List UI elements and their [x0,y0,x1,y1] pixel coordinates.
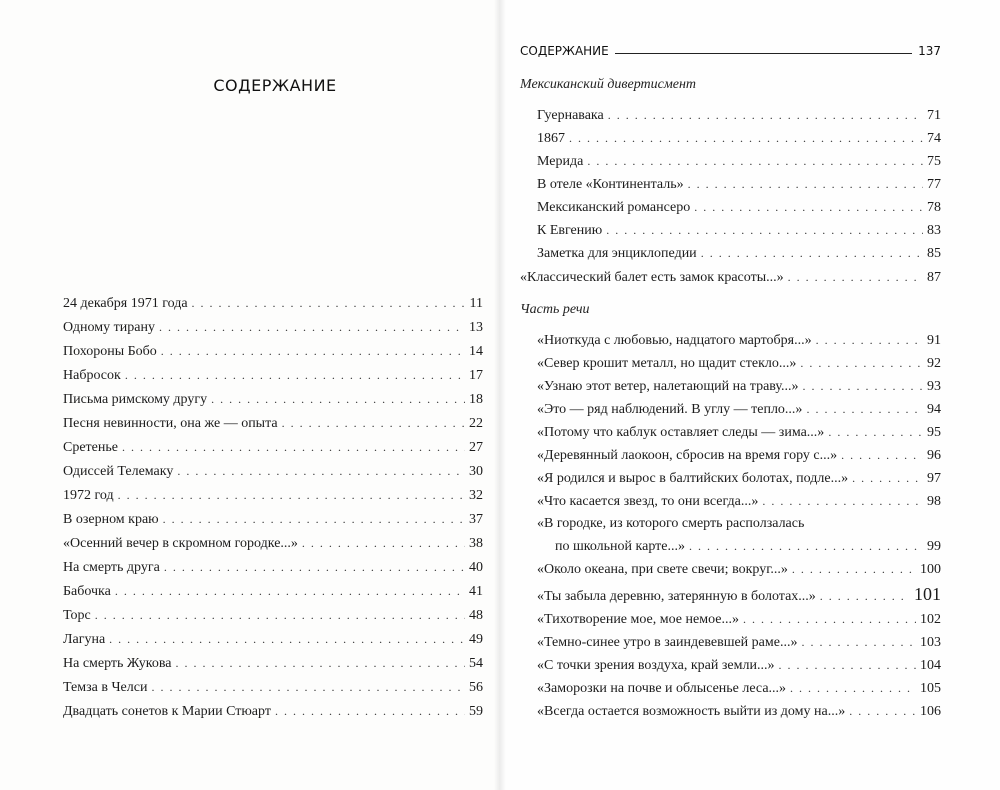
toc-entry-title: «Темно-синее утро в заиндевевшей раме...» [537,635,798,650]
toc-entry-page: 48 [469,608,483,623]
toc-entry-title: «С точки зрения воздуха, край земли...» [537,658,775,673]
toc-entry-title: «Тихотворение мое, мое немое...» [537,612,739,627]
toc-leader-dots [816,331,923,349]
toc-leader-dots [275,702,465,720]
toc-entry-page: 17 [469,368,483,383]
toc-entry-title: «Север крошит металл, но щадит стекло...» [537,356,797,371]
toc-entry-page: 100 [920,562,941,577]
page-title: СОДЕРЖАНИЕ [213,76,337,95]
toc-entry-page: 56 [469,680,483,695]
toc-leader-dots [161,342,465,360]
toc-entry[interactable] [63,294,483,313]
toc-leader-dots [163,510,465,528]
toc-entry[interactable] [520,268,941,287]
toc-leader-dots [849,702,916,720]
toc-leader-dots [606,221,923,239]
toc-entry-title: «Осенний вечер в скромном городке...» [63,536,298,551]
toc-entry-title: Торс [63,608,91,623]
toc-leader-dots [159,318,465,336]
toc-entry[interactable] [63,510,483,529]
toc-entry-page: 98 [927,494,941,509]
header-rule [615,53,912,54]
toc-entry-page: 75 [927,154,941,169]
toc-entry-page: 102 [920,612,941,627]
toc-entry-page: 22 [469,416,483,431]
toc-entry-page: 13 [469,320,483,335]
toc-leader-dots [688,175,923,193]
toc-entry-page: 85 [927,246,941,261]
toc-entry-page: 59 [469,704,483,719]
toc-entry[interactable] [63,414,483,433]
toc-leader-dots [828,423,923,441]
toc-entry[interactable] [537,446,941,465]
toc-entry[interactable] [63,318,483,337]
toc-entry[interactable] [63,366,483,385]
toc-leader-dots [790,679,916,697]
toc-entry-page: 54 [469,656,483,671]
toc-entry-title: «Ты забыла деревню, затерянную в болотах...» [537,589,816,604]
toc-entry[interactable] [63,342,483,361]
toc-entry[interactable] [63,558,483,577]
toc-entry-title: 1867 [537,131,565,146]
toc-leader-dots [95,606,465,624]
toc-entry-page: 14 [469,344,483,359]
toc-entry-title: «Деревянный лаокоон, сбросив на время гору с...» [537,448,838,463]
toc-entry-title: В озерном краю [63,512,159,527]
toc-leader-dots [569,129,923,147]
toc-entry[interactable] [63,534,483,553]
toc-entry-title: Бабочка [63,584,111,599]
toc-entry[interactable] [537,198,941,217]
toc-entry-title: Похороны Бобо [63,344,157,359]
toc-leader-dots [820,587,910,605]
toc-entry-title-line2: по школьной карте...» [555,539,685,554]
toc-leader-dots [211,390,465,408]
toc-leader-dots [151,678,465,696]
toc-entry-page: 74 [927,131,941,146]
toc-entry-title: «Узнаю этот ветер, налетающий на траву...» [537,379,799,394]
toc-entry[interactable] [537,656,941,675]
toc-entry-page: 37 [469,512,483,527]
toc-entry-title: В отеле «Континенталь» [537,177,684,192]
toc-entry-page: 83 [927,223,941,238]
toc-entry-page: 105 [920,681,941,696]
toc-entry[interactable] [537,175,941,194]
toc-entry[interactable] [537,106,941,125]
toc-entry-page: 106 [920,704,941,719]
toc-entry-page: 95 [927,425,941,440]
toc-leader-dots [282,414,465,432]
toc-entry[interactable] [537,702,941,721]
toc-entry[interactable] [537,423,941,442]
toc-entry[interactable] [63,606,483,625]
toc-entry-page: 41 [469,584,483,599]
toc-entry[interactable] [537,244,941,263]
toc-entry[interactable] [537,129,941,148]
toc-leader-dots [841,446,923,464]
toc-entry[interactable] [537,492,941,511]
toc-entry-page: 78 [927,200,941,215]
toc-leader-dots [801,633,916,651]
toc-entry-title: Заметка для энциклопедии [537,246,697,261]
toc-leader-dots [125,366,465,384]
toc-entry-title: К Евгению [537,223,603,238]
toc-entry-page: 71 [927,108,941,123]
toc-entry-page: 38 [469,536,483,551]
toc-leader-dots [701,244,923,262]
toc-entry[interactable] [537,679,941,698]
toc-entry-page: 18 [469,392,483,407]
toc-entry-page: 93 [927,379,941,394]
toc-entry[interactable] [537,377,941,396]
toc-leader-dots [176,654,465,672]
toc-entry-page: 32 [469,488,483,503]
toc-entry-page: 92 [927,356,941,371]
toc-entry[interactable] [63,702,483,721]
toc-entry-title: «Это — ряд наблюдений. В углу — тепло...» [537,402,803,417]
toc-entry[interactable] [63,654,483,673]
toc-leader-dots [192,294,466,312]
toc-entry-title: «Заморозки на почве и облысенье леса...» [537,681,787,696]
toc-leader-dots [778,656,916,674]
toc-leader-dots [122,438,465,456]
toc-entry-title: «Около океана, при свете свечи; вокруг...» [537,562,788,577]
page-number: 137 [918,44,941,58]
toc-entry[interactable] [555,537,941,556]
toc-entry-page: 30 [469,464,483,479]
toc-entry-page: 77 [927,177,941,192]
toc-entry-title: «Что касается звезд, то они всегда...» [537,494,759,509]
toc-entry[interactable] [537,354,941,373]
toc-entry-title: На смерть Жукова [63,656,172,671]
toc-entry-title: Одиссей Телемаку [63,464,174,479]
toc-entry[interactable] [63,390,483,409]
toc-entry-title: «Ниоткуда с любовью, надцатого мартобря...» [537,333,812,348]
book-spine-shadow [494,0,506,790]
toc-leader-dots [302,534,465,552]
toc-entry-page: 101 [914,584,941,604]
toc-leader-dots [587,152,923,170]
toc-entry-page: 104 [920,658,941,673]
toc-entry-title: «Классический балет есть замок красоты...» [520,270,784,285]
toc-leader-dots [792,560,916,578]
toc-entry-page: 103 [920,635,941,650]
toc-entry-page: 27 [469,440,483,455]
toc-entry[interactable] [537,633,941,652]
toc-entry[interactable] [537,469,941,488]
toc-entry-title: Темза в Челси [63,680,148,695]
toc-entry-page: 87 [927,270,941,285]
toc-entry-title: Песня невинности, она же — опыта [63,416,278,431]
toc-leader-dots [806,400,923,418]
toc-entry-page: 40 [469,560,483,575]
toc-entry-title: Мерида [537,154,584,169]
toc-entry[interactable] [537,221,941,240]
toc-entry-page: 96 [927,448,941,463]
toc-entry-title: «Потому что каблук оставляет следы — зима...» [537,425,825,440]
toc-leader-dots [800,354,923,372]
toc-entry[interactable] [63,486,483,505]
toc-entry[interactable] [537,331,941,350]
toc-entry-title: Письма римскому другу [63,392,208,407]
toc-entry-title: Лагуна [63,632,106,647]
toc-leader-dots [608,106,923,124]
toc-entry[interactable] [63,462,483,481]
toc-entry-page: 97 [927,471,941,486]
toc-entry-title: «Всегда остается возможность выйти из дому на...» [537,704,846,719]
toc-entry-title: Набросок [63,368,121,383]
toc-entry-page: 49 [469,632,483,647]
toc-leader-dots [803,377,923,395]
section-title: Мексиканский дивертисмент [520,77,697,92]
toc-leader-dots [689,537,923,555]
toc-entry[interactable] [537,610,941,629]
section-title: Часть речи [520,302,590,317]
toc-entry-title: Сретенье [63,440,118,455]
toc-leader-dots [694,198,923,216]
toc-entry[interactable] [537,152,941,171]
toc-leader-dots [164,558,465,576]
toc-entry[interactable] [537,400,941,419]
running-header-title: СОДЕРЖАНИЕ [520,44,609,58]
toc-entry-page: 11 [469,296,483,311]
toc-entry-title: 1972 год [63,488,114,503]
toc-entry-title: Мексиканский романсеро [537,200,691,215]
toc-entry-title: Двадцать сонетов к Марии Стюарт [63,704,271,719]
toc-entry[interactable] [537,560,941,579]
toc-entry-page: 94 [927,402,941,417]
toc-entry-title-line1[interactable]: «В городке, из которого смерть расползалась [537,516,805,531]
toc-entry-title: Гуернавака [537,108,604,123]
toc-entry-title: На смерть друга [63,560,160,575]
toc-entry-page: 99 [927,539,941,554]
toc-entry[interactable] [537,585,941,606]
toc-entry-title: Одному тирану [63,320,155,335]
toc-leader-dots [788,268,923,286]
toc-entry-title: 24 декабря 1971 года [63,296,188,311]
toc-entry[interactable] [63,678,483,697]
toc-leader-dots [743,610,916,628]
running-header [520,38,941,58]
toc-leader-dots [852,469,923,487]
toc-leader-dots [109,630,465,648]
toc-leader-dots [177,462,465,480]
toc-entry-title: «Я родился и вырос в балтийских болотах, подле...» [537,471,849,486]
toc-entry-page: 91 [927,333,941,348]
toc-entry[interactable] [63,438,483,457]
toc-leader-dots [115,582,465,600]
toc-entry[interactable] [63,630,483,649]
toc-leader-dots [118,486,465,504]
toc-entry[interactable] [63,582,483,601]
toc-leader-dots [762,492,923,510]
